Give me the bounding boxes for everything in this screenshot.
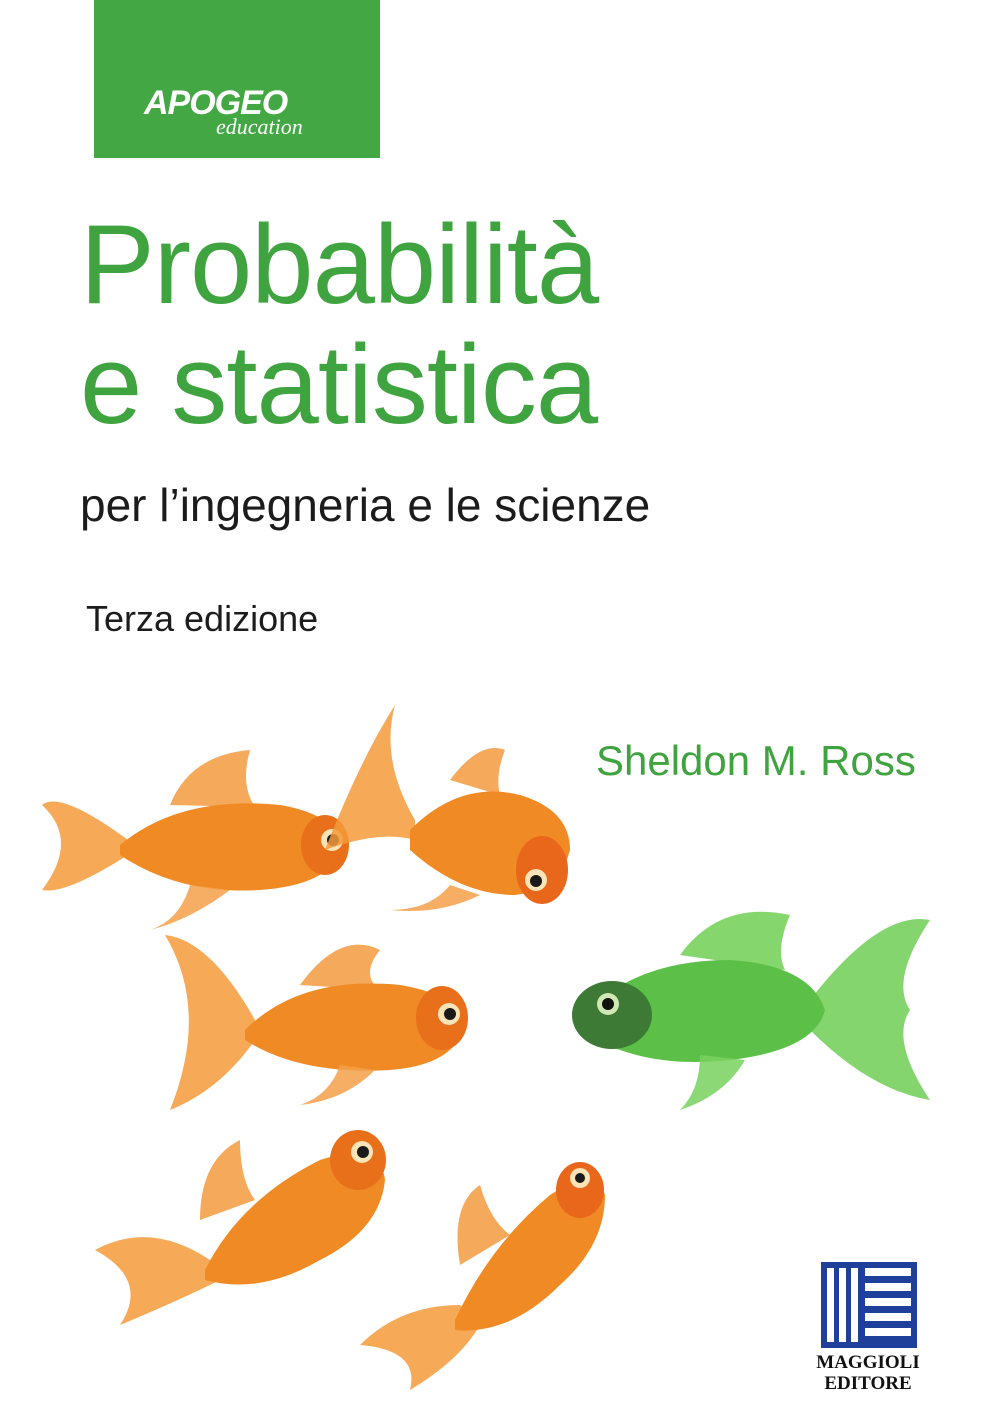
book-edition: Terza edizione xyxy=(86,598,319,639)
publisher-logo-suffix: education xyxy=(216,114,303,139)
imprint-name xyxy=(806,1352,930,1394)
green-fish xyxy=(560,900,940,1120)
maggioli-logo-icon xyxy=(819,1260,919,1350)
imprint-line-1: MAGGIOLI xyxy=(816,1352,920,1373)
title-line-1: Probabilità xyxy=(80,202,599,327)
orange-fish-1 xyxy=(40,745,360,935)
orange-fish-2 xyxy=(320,700,580,930)
orange-fish-5 xyxy=(350,1135,610,1395)
orange-fish-3 xyxy=(150,930,480,1120)
book-title xyxy=(80,202,599,447)
title-line-2: e statistica xyxy=(80,322,598,447)
book-subtitle: per l’ingegneria e le scienze xyxy=(80,479,651,531)
book-author: Sheldon M. Ross xyxy=(596,737,916,784)
publisher-logo: APOGEO xyxy=(144,84,288,122)
imprint-line-2: EDITORE xyxy=(824,1373,912,1394)
publisher-logo-band xyxy=(94,0,380,158)
